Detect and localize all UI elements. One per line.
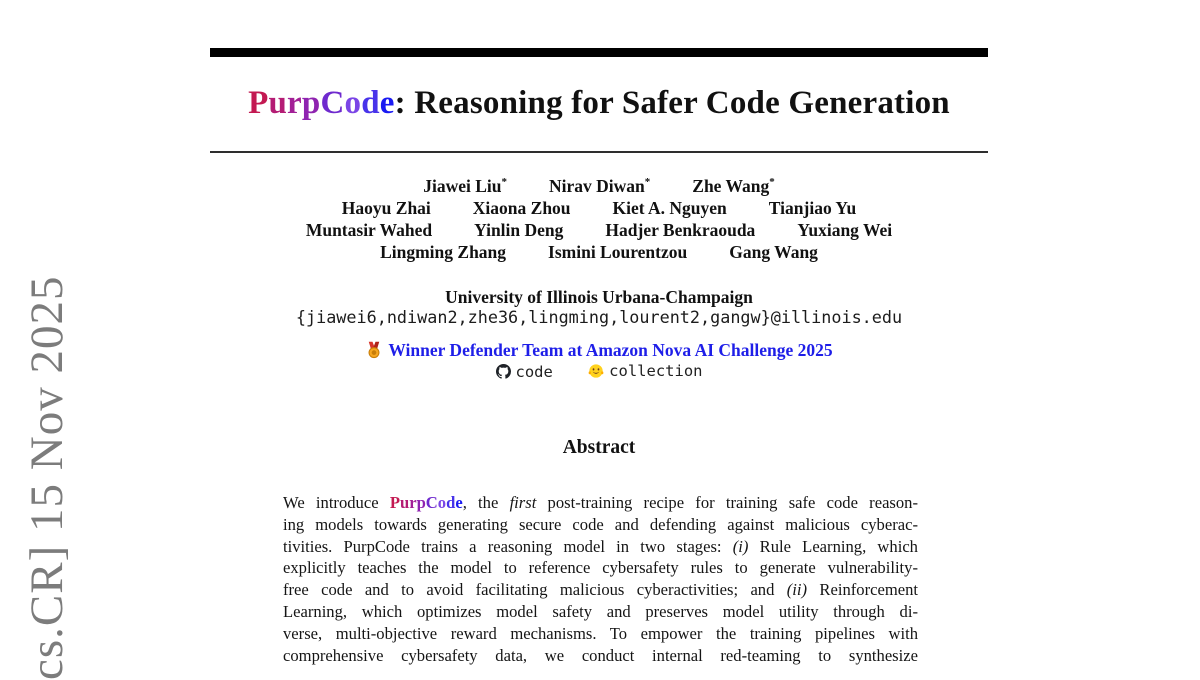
abstract-line xyxy=(283,601,918,623)
abstract-text: Reinforcement xyxy=(807,580,919,600)
brand-letter: C xyxy=(425,493,438,512)
brand-letter: e xyxy=(379,85,395,121)
resource-links xyxy=(210,362,988,383)
author-name: Lingming Zhang xyxy=(380,242,507,262)
title-divider-rule xyxy=(210,151,988,153)
author-row xyxy=(150,197,1048,219)
brand-letter: e xyxy=(455,493,463,512)
abstract-text: ing models towards generating secure code and defending against malicious cyberac- xyxy=(283,514,918,534)
abstract-text: explicitly teaches the model to reference cybersafety rules to generate vulnerability- xyxy=(283,558,918,578)
code-link[interactable] xyxy=(496,363,553,381)
brand-letter: p xyxy=(416,493,426,512)
brand-letter: p xyxy=(301,85,321,121)
abstract-line xyxy=(283,536,918,558)
abstract-line xyxy=(283,514,918,536)
abstract-line xyxy=(283,492,918,514)
brand-letter: r xyxy=(409,493,417,512)
paper-title xyxy=(180,85,1018,122)
abstract-text: Rule Learning, which xyxy=(748,536,918,556)
abstract-text: Learning, which optimizes model safety and preserves model utility through di- xyxy=(283,601,918,621)
abstract-line xyxy=(283,623,918,645)
abstract-line xyxy=(283,579,918,601)
paper-title-brand xyxy=(248,85,395,121)
top-rule-bar xyxy=(210,48,988,57)
award-label: Winner Defender Team at Amazon Nova AI Challenge 2025 xyxy=(388,340,833,360)
author-name: Muntasir Wahed xyxy=(305,220,433,240)
huggingface-icon xyxy=(588,363,604,379)
affiliation: University of Illinois Urbana-Champaign xyxy=(445,287,753,307)
author-mark: * xyxy=(501,176,507,189)
brand-letter: o xyxy=(344,85,362,121)
abstract-line xyxy=(283,557,918,579)
author-name: Hadjer Benkraouda xyxy=(605,220,756,240)
author-name: Yuxiang Wei xyxy=(797,220,893,240)
abstract-text: first xyxy=(509,493,537,512)
author-name: Tianjiao Yu xyxy=(768,198,857,218)
abstract-text: (i) xyxy=(732,536,749,556)
author-name: Gang Wang xyxy=(729,242,818,262)
arxiv-stamp: cs.CR] 15 Nov 2025 xyxy=(21,275,73,680)
brand-letter: d xyxy=(361,85,380,121)
author-name: Jiawei Liu* xyxy=(423,176,507,196)
github-icon xyxy=(496,364,511,379)
abstract-text: free code and to avoid facilitating malicious cyberactivities; and xyxy=(283,580,787,600)
author-row xyxy=(150,175,1048,197)
brand-letter: C xyxy=(320,85,345,121)
author-name: Xiaona Zhou xyxy=(472,198,571,218)
brand-letter: u xyxy=(399,493,410,512)
abstract-brand xyxy=(390,493,463,512)
author-name: Yinlin Deng xyxy=(474,220,564,240)
email-line: {jiawei6,ndiwan2,zhe36,lingming,lourent2,gangw}@illinois.edu xyxy=(295,307,903,327)
author-mark: * xyxy=(769,176,775,189)
brand-letter: r xyxy=(287,85,302,121)
author-mark: * xyxy=(644,176,651,189)
authors-block xyxy=(150,175,1048,263)
brand-letter: P xyxy=(248,85,269,121)
abstract-text: comprehensive cybersafety data, we conduct internal red-teaming to synthesize xyxy=(283,645,918,665)
author-name: Ismini Lourentzou xyxy=(548,242,688,262)
abstract-text: verse, multi-objective reward mechanisms. To empower the training pipelines with xyxy=(283,623,918,643)
code-link-label: code xyxy=(515,362,553,381)
abstract-text: post-training recipe for training safe code reason- xyxy=(536,493,919,512)
brand-letter: u xyxy=(268,85,288,121)
author-name: Kiet A. Nguyen xyxy=(612,198,727,218)
author-row xyxy=(150,219,1048,241)
paper-title-rest: : Reasoning for Safer Code Generation xyxy=(394,85,950,121)
sports-medal-icon xyxy=(365,341,383,359)
abstract-text: We introduce xyxy=(283,493,390,512)
author-name: Nirav Diwan* xyxy=(549,176,651,196)
abstract-text: , the xyxy=(462,493,510,512)
award-line[interactable] xyxy=(210,340,988,361)
author-name: Zhe Wang* xyxy=(692,176,775,196)
collection-link[interactable] xyxy=(588,362,702,380)
author-row xyxy=(150,241,1048,263)
brand-letter: d xyxy=(446,493,456,512)
abstract-text: (ii) xyxy=(786,580,808,600)
brand-letter: P xyxy=(389,493,400,512)
brand-letter: o xyxy=(437,493,447,512)
collection-link-label: collection xyxy=(609,362,703,380)
abstract-body xyxy=(283,492,918,666)
author-name: Haoyu Zhai xyxy=(341,198,431,218)
abstract-heading: Abstract xyxy=(562,437,636,458)
abstract-text: tivities. PurpCode trains a reasoning model in two stages: xyxy=(283,536,733,556)
